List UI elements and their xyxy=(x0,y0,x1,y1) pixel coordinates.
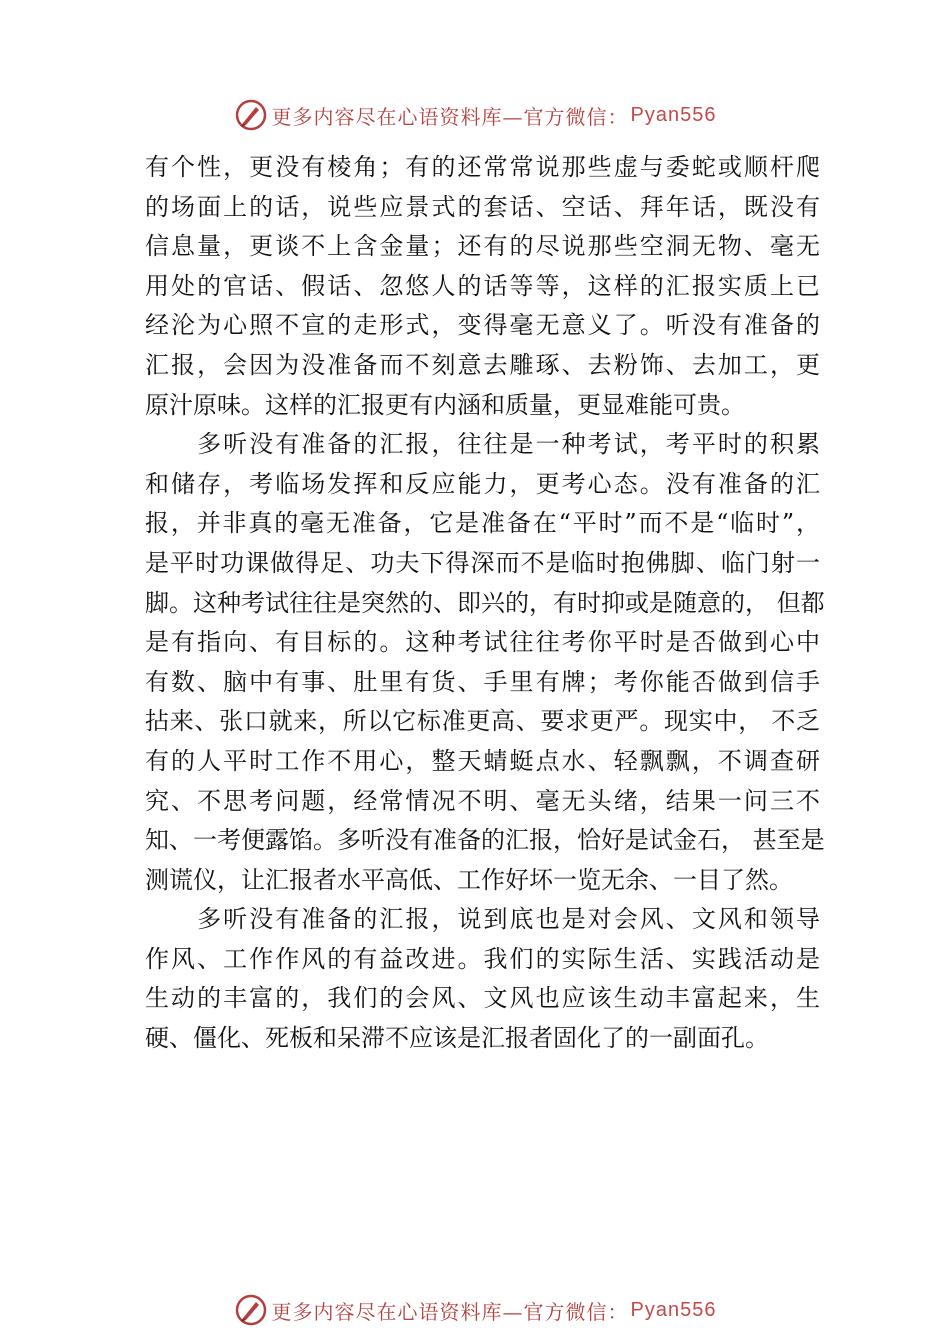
text-line: 原汁原味。这样的汇报更有内涵和质量，更显难能可贵。 xyxy=(145,390,745,419)
body-text xyxy=(145,148,825,1059)
text-line: 拈来、张口就来，所以它标准更高、要求更严。现实中， 不乏 xyxy=(145,707,820,736)
text-line: 用处的官话、假话、忽悠人的话等等，这样的汇报实质上已 xyxy=(145,271,820,300)
header-banner xyxy=(0,95,950,135)
text-line: 有数、脑中有事、肚里有货、手里有牌；考你能否做到信手 xyxy=(145,667,820,696)
text-line: 报，并非真的毫无准备，它是准备在“平时”而不是“临时”， xyxy=(145,509,820,538)
pen-logo-icon xyxy=(234,98,268,132)
text-line: 有的人平时工作不用心，整天蜻蜓点水、轻飘飘，不调查研 xyxy=(145,746,820,775)
text-line: 和储存，考临场发挥和反应能力，更考心态。没有准备的汇 xyxy=(145,469,820,498)
text-line: 汇报，会因为没准备而不刻意去雕琢、去粉饰、去加工，更 xyxy=(145,350,820,379)
text-line: 作风、工作作风的有益改进。我们的实际生活、实践活动是 xyxy=(145,944,820,973)
text-line: 硬、僵化、死板和呆滞不应该是汇报者固化了的一副面孔。 xyxy=(145,1024,769,1053)
text-line: 知、一考便露馅。多听没有准备的汇报，恰好是试金石， 甚至是 xyxy=(145,826,825,855)
footer-wechat-id: Pyan556 xyxy=(630,1298,717,1321)
text-line: 有个性，更没有棱角；有的还常常说那些虚与委蛇或顺杆爬 xyxy=(145,153,820,181)
text-line: 多听没有准备的汇报，说到底也是对会风、文风和领导 xyxy=(145,905,820,934)
footer-banner xyxy=(0,1290,950,1330)
footer-text: 更多内容尽在心语资料库—官方微信： xyxy=(271,1299,629,1324)
text-line: 多听没有准备的汇报，往往是一种考试，考平时的积累 xyxy=(145,430,820,459)
text-line: 生动的丰富的，我们的会风、文风也应该生动丰富起来，生 xyxy=(145,984,820,1013)
text-line: 是平时功课做得足、功夫下得深而不是临时抱佛脚、临门射一 xyxy=(145,548,820,577)
text-line: 究、不思考问题，经常情况不明、毫无头绪，结果一问三不 xyxy=(145,786,820,815)
header-wechat-id: Pyan556 xyxy=(630,103,717,126)
text-line: 测谎仪，让汇报者水平高低、工作好坏一览无余、一目了然。 xyxy=(145,865,793,894)
text-line: 经沦为心照不宣的走形式，变得毫无意义了。听没有准备的 xyxy=(145,311,820,340)
text-line: 是有指向、有目标的。这种考试往往考你平时是否做到心中 xyxy=(145,628,820,657)
pen-logo-icon xyxy=(234,1293,268,1327)
header-text: 更多内容尽在心语资料库—官方微信： xyxy=(271,104,629,129)
text-line: 的场面上的话，说些应景式的套话、空话、拜年话，既没有 xyxy=(145,192,820,221)
text-line: 信息量，更谈不上含金量；还有的尽说那些空洞无物、毫无 xyxy=(145,232,820,261)
text-line: 脚。这种考试往往是突然的、即兴的，有时抑或是随意的， 但都 xyxy=(145,588,825,617)
